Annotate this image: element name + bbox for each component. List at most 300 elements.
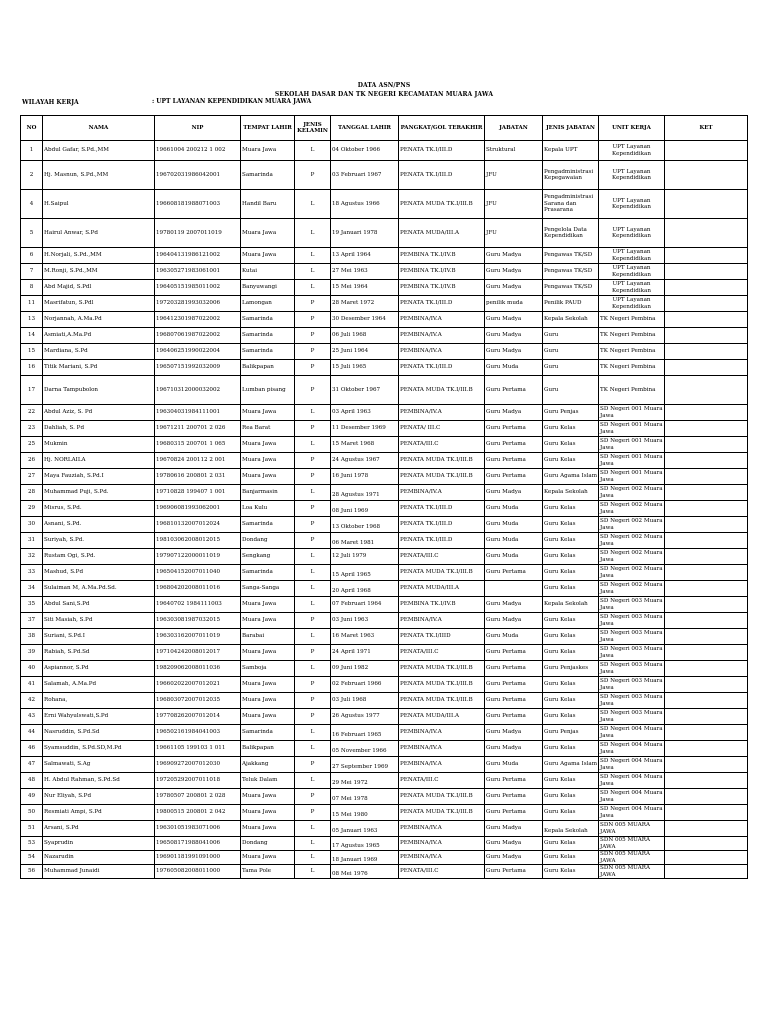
cell-jabatan: Struktural (485, 141, 543, 161)
cell-no: 37 (21, 613, 43, 629)
cell-tgl: 09 Juni 1982 (331, 661, 399, 677)
cell-jabatan: Guru Muda (485, 360, 543, 376)
cell-nip: 19671211 200701 2 026 (155, 421, 241, 437)
cell-nip: 196804202008011016 (155, 581, 241, 597)
cell-tempat: Muara Jawa (241, 248, 295, 264)
cell-nama: Mukmin (43, 437, 155, 453)
column-header: JABATAN (485, 116, 543, 141)
cell-nip: 196803072007012035 (155, 693, 241, 709)
cell-tgl (331, 581, 399, 597)
cell-jabatan: Guru Madya (485, 725, 543, 741)
cell-jabatan: Guru Pertama (485, 693, 543, 709)
cell-jabatan: Guru Pertama (485, 709, 543, 725)
cell-nip: 19780616 200801 2 031 (155, 469, 241, 485)
cell-tgl (331, 805, 399, 821)
cell-unit: SD Negeri 004 Muara Jawa (600, 726, 663, 739)
cell-tempat: Balikpapan (241, 360, 295, 376)
cell-pangkat: PEMBINA/IV.A (399, 851, 485, 865)
column-header: TANGGAL LAHIR (331, 116, 399, 141)
cell-nip: 196305271983061001 (155, 264, 241, 280)
cell-jenis: Guru Kelas (543, 453, 599, 469)
cell-tgl: 03 Februari 1967 (331, 161, 399, 190)
cell-tgl-text: 17 Agustus 1965 (332, 843, 380, 850)
cell-jenis: Kepala Sekolah (543, 485, 599, 501)
cell-tgl: 30 Desember 1964 (331, 312, 399, 328)
cell-nama: H.Saipul (43, 190, 155, 219)
cell-jenis: Guru Kelas (543, 629, 599, 645)
cell-unit: SD Negeri 003 Muara Jawa (600, 694, 663, 707)
cell-pangkat: PENATA MUDA/III.A (399, 581, 485, 597)
cell-tempat: Samarinda (241, 517, 295, 533)
cell-no: 35 (21, 597, 43, 613)
cell-pangkat: PENATA TK.I/III.D (399, 296, 485, 312)
cell-unit: SD Negeri 002 Muara Jawa (600, 566, 663, 579)
table-row (21, 280, 748, 296)
cell-no: 32 (21, 549, 43, 565)
cell-unit: SD Negeri 004 Muara Jawa (600, 742, 663, 755)
cell-tgl (331, 565, 399, 581)
cell-jk: P (295, 376, 331, 405)
cell-tempat: Muara Jawa (241, 805, 295, 821)
table-row (21, 533, 748, 549)
cell-unit: UPT Layanan Kependidikan (599, 161, 665, 190)
cell-nama: Rabiah, S.Pd.Sd (43, 645, 155, 661)
cell-nama: Salamah, A.Ma.Pd (43, 677, 155, 693)
cell-no: 31 (21, 533, 43, 549)
cell-tgl (331, 821, 399, 837)
cell-no: 41 (21, 677, 43, 693)
cell-nip: 196906081993062001 (155, 501, 241, 517)
cell-ket (665, 421, 748, 437)
cell-unit: UPT Layanan Kependidikan (599, 264, 665, 280)
cell-jenis: Guru Agama Islam (543, 757, 599, 773)
table-row (21, 376, 748, 405)
cell-jk: P (295, 533, 331, 549)
cell-no: 26 (21, 453, 43, 469)
table-row (21, 851, 748, 865)
cell-jenis: Guru Penjas (543, 725, 599, 741)
cell-jk: P (295, 469, 331, 485)
cell-tgl: 27 Mei 1963 (331, 264, 399, 280)
cell-tempat: Muara Jawa (241, 613, 295, 629)
cell-jenis: Guru Agama Islam (543, 469, 599, 485)
cell-jk: L (295, 741, 331, 757)
cell-jenis: Pengadministrasi Sarana dan Prasarana (543, 190, 599, 219)
cell-ket (665, 219, 748, 248)
cell-tgl-text: 15 Mei 1980 (332, 812, 368, 819)
table-row (21, 597, 748, 613)
cell-pangkat: PEMBINA TK.I/IV.B (399, 264, 485, 280)
table-row (21, 190, 748, 219)
cell-nama: Misrus, S.Pd. (43, 501, 155, 517)
cell-no: 17 (21, 376, 43, 405)
cell-pangkat: PENATA TK.I/III.D (399, 533, 485, 549)
cell-pangkat: PENATA TK.I/III.D (399, 360, 485, 376)
cell-tgl: 24 April 1971 (331, 645, 399, 661)
cell-unit: SD Negeri 002 Muara Jawa (600, 534, 663, 547)
cell-jk: L (295, 629, 331, 645)
cell-jabatan: penilik muda (485, 296, 543, 312)
cell-tempat: Handil Baru (241, 190, 295, 219)
cell-jabatan: Guru Madya (485, 248, 543, 264)
cell-tgl-text: 08 Mei 1976 (332, 871, 368, 878)
table-row (21, 405, 748, 421)
cell-tgl: 03 Juli 1968 (331, 693, 399, 709)
cell-ket (665, 360, 748, 376)
cell-tempat: Barabai (241, 629, 295, 645)
cell-nip: 197203281993032006 (155, 296, 241, 312)
cell-jk: L (295, 549, 331, 565)
cell-nama: Asnani, S.Pd. (43, 517, 155, 533)
cell-tempat: Muara Jawa (241, 453, 295, 469)
cell-nip: 196507151992032009 (155, 360, 241, 376)
cell-jabatan: Guru Pertama (485, 661, 543, 677)
table-row (21, 661, 748, 677)
cell-ket (665, 328, 748, 344)
cell-jabatan: Guru Pertama (485, 865, 543, 879)
cell-no: 23 (21, 421, 43, 437)
cell-jenis: Guru Kelas (543, 421, 599, 437)
cell-ket (665, 141, 748, 161)
cell-unit: UPT Layanan Kependidikan (599, 141, 665, 161)
cell-jk: L (295, 248, 331, 264)
cell-nama: H.Norjali, S.Pd.,MM (43, 248, 155, 264)
cell-nama: Maya Fauziah, S.Pd.I (43, 469, 155, 485)
cell-pangkat: PENATA MUDA/III.A (399, 219, 485, 248)
cell-ket (665, 837, 748, 851)
cell-nama: Dahliah, S. Pd (43, 421, 155, 437)
cell-nip: 19661004 200212 1 002 (155, 141, 241, 161)
cell-jabatan: Guru Pertama (485, 773, 543, 789)
cell-ket (665, 161, 748, 190)
cell-no: 11 (21, 296, 43, 312)
table-row (21, 264, 748, 280)
cell-jabatan: Guru Muda (485, 549, 543, 565)
column-header: NIP (155, 116, 241, 141)
cell-jabatan: Guru Pertama (485, 469, 543, 485)
cell-unit: SD Negeri 003 Muara Jawa (600, 710, 663, 723)
document-subtitle: SEKOLAH DASAR DAN TK NEGERI KECAMATAN MUARA JAWA (274, 91, 494, 98)
cell-nama: Siti Masiah, S.Pd (43, 613, 155, 629)
cell-jabatan: Guru Pertama (485, 677, 543, 693)
table-row (21, 789, 748, 805)
cell-no: 15 (21, 344, 43, 360)
cell-jabatan: JFU (485, 161, 543, 190)
cell-tgl: 11 Desember 1969 (331, 421, 399, 437)
cell-tempat: Tama Pole (241, 865, 295, 879)
cell-pangkat: PEMBINA/IV.A (399, 485, 485, 501)
table-row (21, 645, 748, 661)
cell-tgl-text: 05 November 1966 (332, 748, 387, 755)
cell-jenis: Pengawas TK/SD (543, 248, 599, 264)
cell-jenis: Guru Kelas (543, 773, 599, 789)
cell-tempat: Ajakkang (241, 757, 295, 773)
cell-nip: 196608181988071003 (155, 190, 241, 219)
cell-ket (665, 821, 748, 837)
cell-pangkat: PENATA MUDA TK.I/III.B (399, 661, 485, 677)
cell-jabatan: Guru Madya (485, 344, 543, 360)
cell-tgl-text: 06 Maret 1981 (332, 540, 375, 547)
cell-unit: UPT Layanan Kependidikan (599, 248, 665, 264)
cell-no: 25 (21, 437, 43, 453)
cell-no: 34 (21, 581, 43, 597)
cell-jk: L (295, 565, 331, 581)
cell-pangkat: PENATA TK.I/IIID (399, 629, 485, 645)
cell-unit: SD Negeri 003 Muara Jawa (600, 662, 663, 675)
cell-jabatan: Guru Madya (485, 312, 543, 328)
cell-jenis: Pengawas TK/SD (543, 280, 599, 296)
cell-ket (665, 296, 748, 312)
cell-unit: SD Negeri 003 Muara Jawa (600, 614, 663, 627)
cell-tempat: Samarinda (241, 565, 295, 581)
cell-tgl-text: 20 April 1968 (332, 588, 371, 595)
cell-nama: Nur Eliyah, S.Pd (43, 789, 155, 805)
table-row (21, 741, 748, 757)
cell-tempat: Muara Jawa (241, 405, 295, 421)
cell-tgl (331, 501, 399, 517)
cell-tgl (331, 773, 399, 789)
table-row (21, 693, 748, 709)
cell-nip: 196810132007012024 (155, 517, 241, 533)
cell-tgl: 04 Oktober 1966 (331, 141, 399, 161)
cell-jk: P (295, 645, 331, 661)
table-row (21, 757, 748, 773)
cell-pangkat: PENATA MUDA TK.I/III.B (399, 693, 485, 709)
cell-jenis-text: Kepala Sekolah (544, 828, 588, 835)
cell-nip: 196406251990022004 (155, 344, 241, 360)
cell-unit: SD Negeri 003 Muara Jawa (600, 598, 663, 611)
cell-jk: P (295, 360, 331, 376)
cell-nama: Abd Majid, S.Pdl (43, 280, 155, 296)
cell-no: 54 (21, 851, 43, 865)
table-row (21, 328, 748, 344)
cell-jk: P (295, 501, 331, 517)
cell-nip: 197708262007012014 (155, 709, 241, 725)
cell-jabatan: JFU (485, 190, 543, 219)
cell-pangkat: PEMBINA/IV.A (399, 613, 485, 629)
column-header: UNIT KERJA (599, 116, 665, 141)
cell-nama: Masrifatun, S.Pdl (43, 296, 155, 312)
table-row (21, 360, 748, 376)
cell-unit: SD Negeri 003 Muara Jawa (600, 646, 663, 659)
cell-jenis: Guru Kelas (543, 517, 599, 533)
cell-nama: Abdul Aziz, S. Pd (43, 405, 155, 421)
cell-jabatan: Guru Muda (485, 629, 543, 645)
cell-ket (665, 661, 748, 677)
cell-pangkat: PEMBINA/IV.A (399, 344, 485, 360)
cell-pangkat: PENATA MUDA TK.I/III.B (399, 677, 485, 693)
cell-tgl: 03 April 1963 (331, 405, 399, 421)
cell-ket (665, 741, 748, 757)
column-header: PANGKAT/GOL TERAKHIR (399, 116, 485, 141)
table-row (21, 296, 748, 312)
cell-nip: 196504152007011040 (155, 565, 241, 581)
cell-tempat: Loa Kulu (241, 501, 295, 517)
cell-no: 5 (21, 219, 43, 248)
cell-jenis: Pengelola Data Kependidikan (543, 219, 599, 248)
cell-nip: 196303081987032015 (155, 613, 241, 629)
table-row (21, 485, 748, 501)
cell-no: 33 (21, 565, 43, 581)
cell-jk: L (295, 219, 331, 248)
cell-tgl (331, 725, 399, 741)
cell-pangkat: PENATA TK.I/III.D (399, 501, 485, 517)
column-header: KET (665, 116, 748, 141)
cell-nip: 19780119 2007011019 (155, 219, 241, 248)
cell-jabatan: Guru Pertama (485, 453, 543, 469)
cell-tgl (331, 517, 399, 533)
cell-unit: TK Negeri Pembina (599, 312, 665, 328)
cell-unit: TK Negeri Pembina (599, 328, 665, 344)
cell-jk: L (295, 851, 331, 865)
cell-unit: SDN 005 MUARA JAWA (599, 837, 665, 851)
cell-tgl: 12 Juli 1979 (331, 549, 399, 565)
cell-no: 2 (21, 161, 43, 190)
cell-jenis: Guru Kelas (543, 693, 599, 709)
cell-jk: P (295, 328, 331, 344)
table-row (21, 677, 748, 693)
cell-jenis: Guru Kelas (543, 789, 599, 805)
cell-pangkat: PEMBINA TK.I/IV.B (399, 280, 485, 296)
cell-pangkat: PEMBINA TK.I/IV.B (399, 597, 485, 613)
cell-nama: Erni Wahyulswati,S.Pd (43, 709, 155, 725)
cell-unit: SD Negeri 002 Muara Jawa (600, 502, 663, 515)
cell-nip: 19661105 199103 1 011 (155, 741, 241, 757)
cell-no: 38 (21, 629, 43, 645)
cell-pangkat: PEMBINA/IV.A (399, 837, 485, 851)
table-row (21, 709, 748, 725)
table-row (21, 141, 748, 161)
cell-nama: Muhammad Junaidi (43, 865, 155, 879)
cell-ket (665, 805, 748, 821)
cell-unit: SD Negeri 001 Muara Jawa (600, 422, 663, 435)
cell-jabatan: Guru Madya (485, 597, 543, 613)
cell-jk: P (295, 613, 331, 629)
cell-jenis: Guru Kelas (543, 437, 599, 453)
cell-ket (665, 581, 748, 597)
cell-nip: 196909272007012030 (155, 757, 241, 773)
table-row (21, 821, 748, 837)
cell-ket (665, 613, 748, 629)
column-header: JENIS KELAMIN (295, 116, 331, 141)
cell-no: 44 (21, 725, 43, 741)
cell-ket (665, 629, 748, 645)
cell-tgl-text: 29 Mei 1972 (332, 780, 368, 787)
cell-jabatan: Guru Madya (485, 741, 543, 757)
cell-jk: P (295, 453, 331, 469)
cell-jabatan: Guru Muda (485, 517, 543, 533)
cell-tgl: 15 Mei 1964 (331, 280, 399, 296)
cell-jk: L (295, 437, 331, 453)
table-row (21, 773, 748, 789)
cell-jenis: Guru Kelas (543, 645, 599, 661)
cell-jenis: Guru (543, 376, 599, 405)
cell-no: 49 (21, 789, 43, 805)
table-row (21, 219, 748, 248)
cell-jabatan: Guru Muda (485, 757, 543, 773)
cell-nama: Sulaiman M, A.Ma.Pd.Sd. (43, 581, 155, 597)
cell-jenis: Guru Kelas (543, 581, 599, 597)
table-row (21, 469, 748, 485)
cell-no: 6 (21, 248, 43, 264)
cell-tgl-text: 13 Oktober 1968 (332, 524, 381, 531)
cell-unit: SD Negeri 001 Muara Jawa (600, 438, 663, 451)
cell-jk: L (295, 280, 331, 296)
cell-tgl (331, 789, 399, 805)
cell-tempat: Teluk Dalam (241, 773, 295, 789)
cell-jenis: Guru Kelas (543, 851, 599, 865)
table-row (21, 725, 748, 741)
table-row (21, 837, 748, 851)
cell-jk: L (295, 597, 331, 613)
cell-jk: L (295, 725, 331, 741)
cell-tgl-text: 07 Mei 1978 (332, 796, 368, 803)
cell-jk: P (295, 312, 331, 328)
cell-tgl: 26 Agustus 1977 (331, 709, 399, 725)
cell-ket (665, 312, 748, 328)
cell-no: 48 (21, 773, 43, 789)
cell-nama: Hairul Anwar, S.Pd (43, 219, 155, 248)
cell-pangkat: PENATA/III.C (399, 549, 485, 565)
wilayah-kerja-label: WILAYAH KERJA (22, 99, 79, 106)
table-row (21, 344, 748, 360)
cell-jk: P (295, 789, 331, 805)
cell-pangkat: PENATA TK.I/III.D (399, 141, 485, 161)
cell-tgl-text: 08 Juni 1969 (332, 508, 369, 515)
cell-tgl-text: 05 Januari 1963 (332, 828, 378, 835)
cell-jk: P (295, 344, 331, 360)
cell-ket (665, 851, 748, 865)
cell-unit: SDN 005 MUARA JAWA (599, 851, 665, 865)
cell-jenis: Guru (543, 360, 599, 376)
table-header-row (21, 116, 748, 141)
cell-nip: 196404131986121002 (155, 248, 241, 264)
cell-ket (665, 533, 748, 549)
cell-nama: Muhammad Puji, S.Pd. (43, 485, 155, 501)
cell-no: 29 (21, 501, 43, 517)
cell-tgl: 07 Februari 1964 (331, 597, 399, 613)
cell-ket (665, 344, 748, 360)
cell-no: 47 (21, 757, 43, 773)
cell-ket (665, 453, 748, 469)
table-body (21, 141, 748, 879)
cell-tgl (331, 741, 399, 757)
cell-nip: 196303162007011019 (155, 629, 241, 645)
cell-jabatan: Guru Pertama (485, 376, 543, 405)
cell-tempat: Rea Barat (241, 421, 295, 437)
cell-nama: Suriyah, S.Pd. (43, 533, 155, 549)
cell-tempat: Balikpapan (241, 741, 295, 757)
cell-tempat: Muara Jawa (241, 693, 295, 709)
cell-jk: L (295, 485, 331, 501)
cell-nip: 196702031986042001 (155, 161, 241, 190)
table-row (21, 501, 748, 517)
cell-nip: 19800515 200801 2 042 (155, 805, 241, 821)
table-row (21, 613, 748, 629)
cell-unit: TK Negeri Pembina (599, 344, 665, 360)
cell-ket (665, 597, 748, 613)
cell-jenis: Pengawas TK/SD (543, 264, 599, 280)
cell-tgl (331, 533, 399, 549)
cell-tempat: Dondang (241, 533, 295, 549)
cell-pangkat: PEMBINA/IV.A (399, 821, 485, 837)
cell-ket (665, 757, 748, 773)
cell-jabatan: Guru Madya (485, 851, 543, 865)
column-header: TEMPAT LAHIR (241, 116, 295, 141)
cell-jk: P (295, 805, 331, 821)
cell-unit: UPT Layanan Kependidikan (599, 296, 665, 312)
cell-tgl: 15 Juli 1965 (331, 360, 399, 376)
